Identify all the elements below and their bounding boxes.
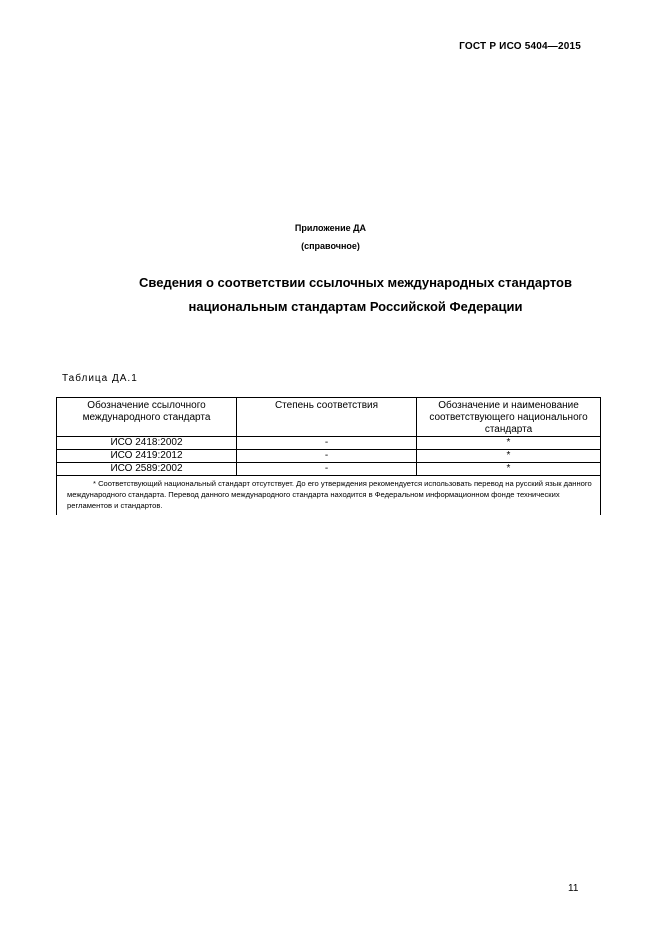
- table-row: [57, 450, 601, 463]
- appendix-note: (справочное): [301, 241, 360, 251]
- table-row: [57, 437, 601, 450]
- cell-correspondence: -: [237, 450, 417, 463]
- cell-national-standard: *: [417, 463, 601, 476]
- cell-correspondence: -: [237, 437, 417, 450]
- document-code: ГОСТ Р ИСО 5404—2015: [459, 41, 581, 52]
- column-header-correspondence: Степень соответствия: [237, 398, 417, 437]
- cell-intl-standard: ИСО 2418:2002: [57, 437, 237, 450]
- table-header-row: [57, 398, 601, 437]
- table-footnote: [57, 476, 601, 516]
- correspondence-table-wrapper: [56, 397, 600, 515]
- page-number: 11: [568, 883, 579, 894]
- section-heading: [0, 271, 661, 319]
- table-row: [57, 463, 601, 476]
- column-header-intl-standard: Обозначение ссылочного международного стандарта: [57, 398, 237, 437]
- heading-line-2: национальным стандартам Российской Федерации: [188, 299, 523, 314]
- cell-intl-standard: ИСО 2419:2012: [57, 450, 237, 463]
- table-footnote-row: [57, 476, 601, 516]
- appendix-title: Приложение ДА: [294, 223, 367, 233]
- cell-correspondence: -: [237, 463, 417, 476]
- cell-national-standard: *: [417, 450, 601, 463]
- heading-line-1: Сведения о соответствии ссылочных международных стандартов: [139, 275, 572, 290]
- cell-intl-standard: ИСО 2589:2002: [57, 463, 237, 476]
- table-label: Таблица ДА.1: [62, 373, 138, 384]
- correspondence-table: [56, 397, 601, 515]
- column-header-national-standard: Обозначение и наименование соответствующего национального стандарта: [417, 398, 601, 437]
- footnote-text: * Соответствующий национальный стандарт отсутствует. До его утверждения рекомендуется использовать перевод на русский язык данного международного стандарта. Перевод данного международного стандарта находится в Федеральном информационном фонде технических регламентов и стандартов.: [67, 479, 592, 510]
- cell-national-standard: *: [417, 437, 601, 450]
